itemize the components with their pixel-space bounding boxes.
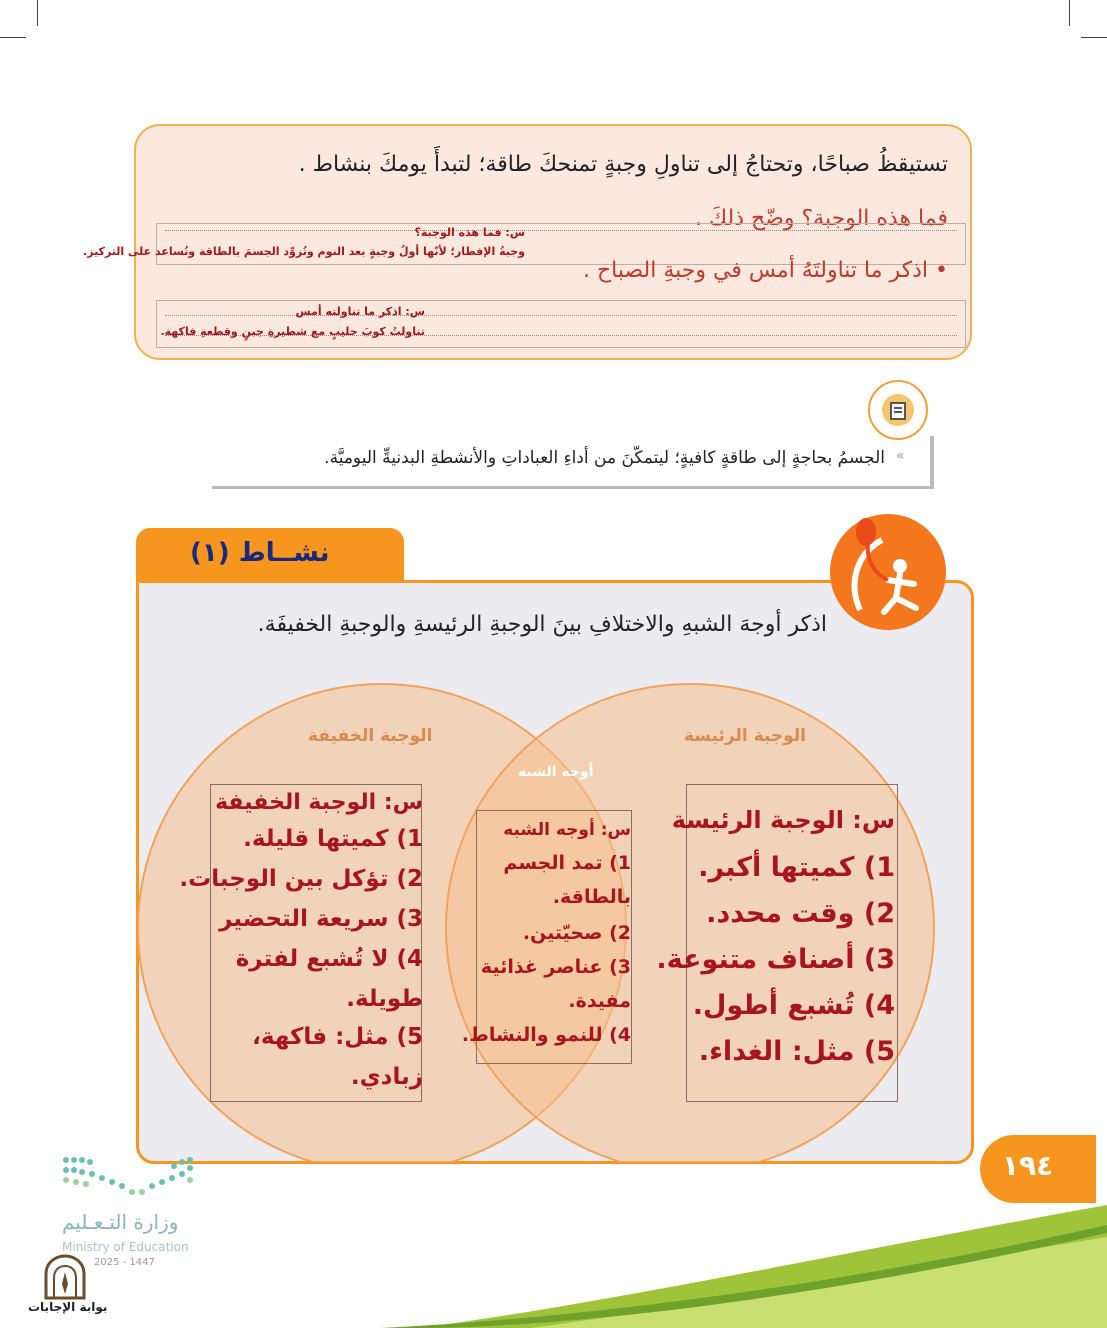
light-meal-line: زبادي.: [350, 1064, 423, 1090]
note-divider: [930, 436, 934, 488]
common-line: 4) للنمو والنشاط.: [461, 1024, 631, 1046]
light-meal-line: 3) سريعة التحضير: [219, 906, 423, 932]
ministry-year: 2025 - 1447: [94, 1257, 155, 1268]
intro-question-1: فما هذه الوجبة؟ وضّح ذلكَ .: [694, 206, 948, 231]
common-line: مفيدة.: [568, 990, 631, 1012]
activity-icon: [830, 514, 946, 630]
answer-1-question: س: فما هذه الوجبة؟: [414, 226, 525, 239]
intro-box: [83, 124, 972, 360]
ministry-name-en: Ministry of Education: [62, 1240, 189, 1254]
portal-name: بوابة الإجابات: [28, 1300, 108, 1314]
crop-mark: [0, 37, 26, 38]
decorative-swoosh: [380, 1205, 1107, 1328]
ministry-logo-icon: [62, 1156, 196, 1198]
light-meal-line: 4) لا تُشبع لفترة: [235, 946, 423, 972]
portal-logo-icon: [42, 1254, 88, 1300]
ministry-name-ar: وزارة التـعـليم: [62, 1210, 179, 1234]
page-number-badge: [980, 1135, 1096, 1203]
common-line: 2) صحيّتين.: [522, 922, 631, 944]
main-meal-line: 1) كميتها أكبر.: [698, 852, 895, 883]
light-meal-line: 1) كميتها قليلة.: [243, 826, 423, 852]
activity-prompt: اذكر أوجهَ الشبهِ والاختلافِ بينَ الوجبةِ الرئيسةِ والوجبةِ الخفيفَة.: [257, 612, 827, 637]
note-icon: [868, 380, 928, 440]
common-line: بالطاقة.: [552, 886, 631, 908]
answer-box-2: [156, 300, 966, 348]
note-text: الجسمُ بحاجةٍ إلى طاقةٍ كافيةٍ؛ ليتمكّنَ من أداءِ العباداتِ والأنشطةِ البدنيةِّ اليوميَّة.: [324, 448, 885, 468]
venn-light-heading: الوجبة الخفيفة: [308, 726, 433, 746]
page-number: ١٩٤: [1002, 1149, 1054, 1182]
venn-common-heading: أوجه الشبه: [518, 764, 594, 780]
activity-title: نشــاط (١): [190, 538, 330, 568]
crop-mark: [1069, 0, 1070, 26]
main-meal-line: 3) أصناف متنوعة.: [656, 944, 895, 975]
common-line: 3) عناصر غذائية: [480, 956, 631, 978]
answer-1-text: وجبةُ الإفطار؛ لأنّها أولُ وجبةٍ بعد النوم وتُزوِّد الجسمَ بالطاقة وتُساعد على التركيز.: [83, 245, 525, 258]
crop-mark: [37, 0, 38, 26]
intro-text: تستيقظُ صباحًا، وتحتاجُ إلى تناولِ وجبةٍ تمنحكَ طاقة؛ لتبدأَ يومكَ بنشاط .: [298, 152, 948, 177]
answer-2-text: تناولتُ كوبَ حليبٍ مع شطيرةِ جبنٍ وقطعةِ فاكهة.: [160, 325, 425, 338]
main-meal-line: 4) تُشبع أطول.: [692, 990, 895, 1021]
quote-icon: «: [896, 448, 905, 464]
intro-question-2: • اذكر ما تناولتَهُ أمس في وجبةِ الصباح .: [582, 258, 948, 283]
main-meal-line: 2) وقت محدد.: [706, 898, 895, 929]
main-meal-line: س: الوجبة الرئيسة: [671, 806, 895, 834]
note-underline: [212, 486, 934, 489]
common-line: 1) تمد الجسم: [503, 852, 631, 874]
common-line: س: أوجه الشبه: [503, 820, 631, 840]
main-meal-line: 5) مثل: الغداء.: [698, 1036, 895, 1067]
light-meal-line: 5) مثل: فاكهة،: [252, 1024, 423, 1050]
light-meal-line: 2) تؤكل بين الوجبات.: [179, 866, 423, 892]
light-meal-line: س: الوجبة الخفيفة: [215, 790, 423, 815]
light-meal-line: طويلة.: [346, 986, 423, 1012]
crop-mark: [1081, 37, 1107, 38]
answer-2-question: س: اذكر ما تناولته أمس: [295, 305, 425, 318]
venn-main-heading: الوجبة الرئيسة: [684, 726, 807, 746]
